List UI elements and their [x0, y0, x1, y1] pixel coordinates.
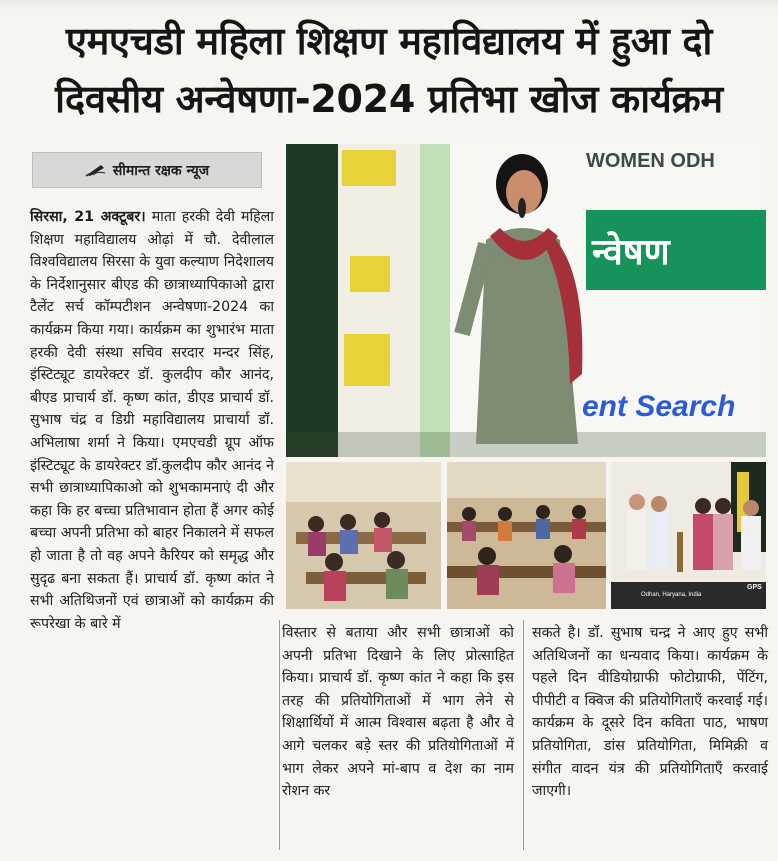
banner-text-hindi: न्वेषण — [592, 231, 670, 272]
previous-article-strip — [0, 0, 778, 10]
gps-badge: GPS — [747, 584, 762, 591]
classroom-photo-1 — [286, 462, 441, 609]
headline-line-2: दिवसीय अन्वेषणा-2024 प्रतिभा खोज कार्यक्रम — [55, 77, 723, 121]
main-photo — [286, 144, 766, 457]
article-column-2 — [282, 622, 514, 803]
pen-icon — [85, 163, 107, 177]
column-divider — [523, 620, 524, 850]
article-column-1 — [30, 206, 274, 635]
article-column-3 — [532, 622, 768, 803]
guests-photo — [611, 462, 766, 609]
banner-text-bottom: ent Search — [582, 390, 736, 423]
gps-caption: Odhan, Haryana, India — [641, 592, 702, 598]
classroom-photo-2 — [447, 462, 606, 609]
article-body-2: विस्तार से बताया और सभी छात्राओं को अपनी प्रतिभा दिखाने के लिए प्रोत्साहित किया। प्राचार्य डॉ. कृष्ण कांत ने कहा कि इस तरह की प्रतियोगिताओं में भाग लेने से शिक्षार्थियों में आत्म विश्वास बढ़ता है और वे आगे चलकर बड़े स्तर की प्रतियोगिताओं में भाग लेकर अपने मां-बाप व देश का नाम रोशन कर — [282, 625, 514, 800]
article-body-3: सकते है। डॉ. सुभाष चन्द्र ने आए हुए सभी अतिथिजनों का धन्यवाद किया। कार्यक्रम के पहले दिन वीडियोग्राफी फोटोग्राफी, पेंटिंग, पीपीटी व क्विज की प्रतियोगिताएँ करवाई गई। कार्यक्रम के दूसरे दिन कविता पाठ, भाषण प्रतियोगिता, डांस प्रतियोगिता, मिमिक्री व संगीत वादन यंत्र की प्रतियोगिताएँ करवाई जाएगी। — [532, 625, 768, 800]
dateline: सिरसा, 21 अक्टूबर। — [30, 209, 146, 225]
banner-text-top: WOMEN ODH — [586, 150, 715, 172]
column-divider — [279, 620, 280, 850]
byline-box — [32, 152, 262, 188]
headline — [14, 12, 764, 128]
byline-text: सीमान्त रक्षक न्यूज — [112, 162, 210, 179]
article-body-1: माता हरकी देवी महिला शिक्षण महाविद्यालय ओढ़ां में चौ. देवीलाल विश्वविद्यालय सिरसा के युवा कल्याण निदेशालय के निर्देशानुसार बीएड की छात्राध्यापिकाओ द्वारा टैलेंट सर्च कॉम्पटीशन अन्वेषणा-2024 का कार्यक्रम किया गया। कार्यक्रम का शुभारंभ माता हरकी देवी संस्था सचिव सरदार मन्दर सिंह, इंस्टिट्यूट डायरेक्टर डॉ. कुलदीप कौर आनंद, बीएड प्राचार्य डॉ. कृष्ण कांत, डीएड प्राचार्य डॉ. सुभाष चंद्र व डिग्री महाविद्यालय प्राचार्या डॉ. अभिलाषा शर्मा ने किया। एमएचडी ग्रूप ऑफ इंस्टिट्यूट के डायरेक्टर डॉ.कुलदीप कौर आनंद ने सभी छात्राध्यापिकाओ को शुभकामनाएं दी और कहा कि हर बच्चा प्रतिभावान होता हैं अगर कोई बच्चा अपनी प्रतिभा को बाहर निकालने में सफल हो जाता है तो वह अपने कैरियर को समृद्ध और सुदृढ बना सकता हैं। प्राचार्य डॉ. कृष्ण कांत ने सभी अतिथिजनों एवं छात्राओं को कार्यक्रम की रूपरेखा के बारे में — [30, 209, 274, 632]
headline-line-1: एमएचडी महिला शिक्षण महाविद्यालय में हुआ दो — [65, 19, 713, 63]
